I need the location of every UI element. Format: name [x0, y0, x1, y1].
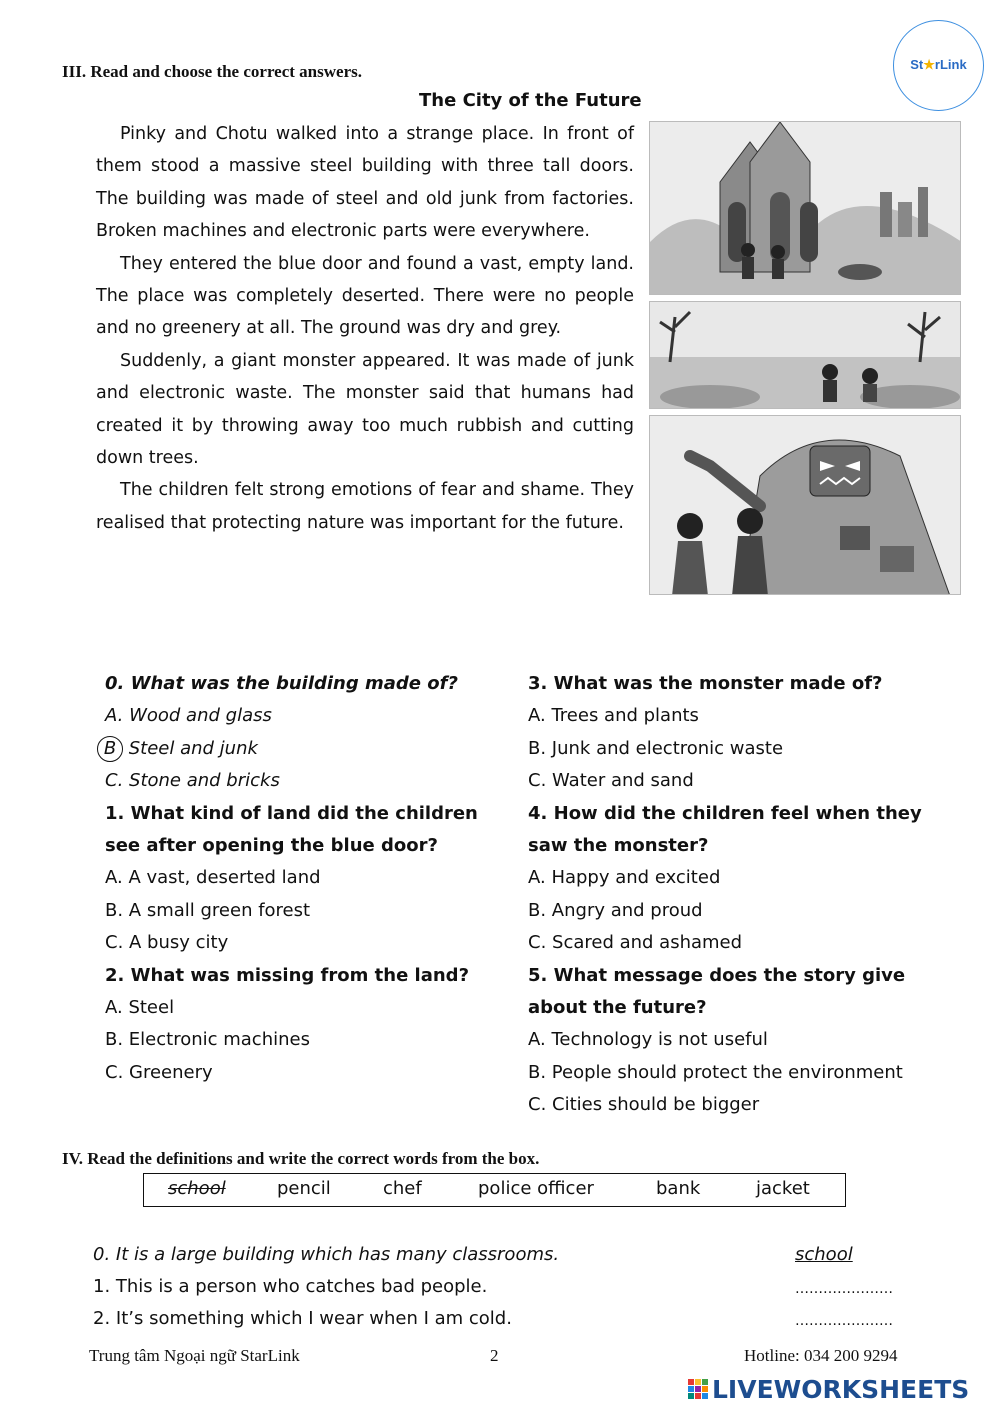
- story-paragraph: Suddenly, a giant monster appeared. It was made of junk and electronic waste. The monster said that humans had created it by throwing away too much rubbish and cutting down trees.: [96, 350, 634, 469]
- option-2c[interactable]: C. Greenery: [105, 1061, 213, 1083]
- liveworksheets-icon: [688, 1378, 710, 1400]
- section-3-heading: III. Read and choose the correct answers.: [62, 62, 362, 81]
- word-box-item: bank: [656, 1178, 701, 1199]
- story-paragraph: Pinky and Chotu walked into a strange place. In front of them stood a massive steel building with three tall doors. The building was made of steel and old junk from factories. Broken machines and electronic parts were everywhere.: [96, 124, 634, 242]
- answer-1-blank[interactable]: …………………: [795, 1281, 893, 1297]
- question-5: 5. What message does the story give about the future?: [528, 964, 906, 1019]
- word-box-item: school: [168, 1178, 226, 1199]
- option-0b[interactable]: [105, 733, 510, 765]
- option-2b[interactable]: B. Electronic machines: [105, 1029, 310, 1051]
- footer-hotline: Hotline: 034 200 9294: [744, 1346, 898, 1365]
- starlink-logo: [893, 20, 984, 111]
- logo-text-post: rLink: [934, 57, 967, 72]
- option-0a[interactable]: A. Wood and glass: [105, 705, 272, 727]
- option-4a[interactable]: A. Happy and excited: [528, 867, 721, 889]
- option-4b[interactable]: B. Angry and proud: [528, 899, 703, 921]
- option-1c[interactable]: C. A busy city: [105, 932, 229, 954]
- liveworksheets-brand: [688, 1375, 969, 1404]
- logo-text-pre: St: [910, 57, 924, 72]
- option-0b-text: Steel and junk: [123, 737, 258, 759]
- word-box-item: pencil: [277, 1178, 331, 1199]
- questions-right-column: [528, 668, 958, 1122]
- option-4c[interactable]: C. Scared and ashamed: [528, 932, 743, 954]
- question-4: 4. How did the children feel when they saw the monster?: [528, 802, 922, 857]
- questions-left-column: [105, 668, 510, 1089]
- circled-answer-b: B: [97, 736, 123, 762]
- question-1: 1. What kind of land did the children see after opening the blue door?: [105, 802, 478, 857]
- word-box: [143, 1173, 846, 1207]
- star-icon: ★: [923, 57, 935, 72]
- option-3b[interactable]: B. Junk and electronic waste: [528, 737, 784, 759]
- footer-center-name: Trung tâm Ngoại ngữ StarLink: [89, 1346, 300, 1365]
- footer-page-number: 2: [490, 1346, 499, 1365]
- section-4-heading: IV. Read the definitions and write the correct words from the box.: [62, 1149, 540, 1168]
- illustration-empty-land: [649, 301, 961, 409]
- word-box-item: police officer: [478, 1178, 594, 1199]
- option-2a[interactable]: A. Steel: [105, 997, 175, 1019]
- option-5c[interactable]: C. Cities should be bigger: [528, 1094, 760, 1116]
- story-paragraph: The children felt strong emotions of fear and shame. They realised that protecting nature was important for the future.: [96, 480, 634, 533]
- question-0: 0. What was the building made of?: [105, 673, 458, 694]
- option-3c[interactable]: C. Water and sand: [528, 770, 694, 792]
- option-5b[interactable]: B. People should protect the environment: [528, 1061, 903, 1083]
- definition-0: 0. It is a large building which has many classrooms.: [93, 1244, 560, 1265]
- story-title: The City of the Future: [419, 90, 642, 111]
- option-1a[interactable]: A. A vast, deserted land: [105, 867, 321, 889]
- story-text: [96, 118, 634, 539]
- word-box-item: jacket: [756, 1178, 810, 1199]
- illustration-junk-monster: [649, 415, 961, 595]
- answer-2-blank[interactable]: …………………: [795, 1313, 893, 1329]
- illustration-steel-building: [649, 121, 961, 295]
- answer-0: school: [795, 1244, 853, 1265]
- question-3: 3. What was the monster made of?: [528, 673, 883, 694]
- liveworksheets-text: LIVEWORKSHEETS: [712, 1375, 970, 1404]
- option-1b[interactable]: B. A small green forest: [105, 899, 311, 921]
- definition-1: 1. This is a person who catches bad people.: [93, 1276, 488, 1297]
- word-box-item: chef: [383, 1178, 422, 1199]
- definition-2: 2. It’s something which I wear when I am cold.: [93, 1308, 512, 1329]
- question-2: 2. What was missing from the land?: [105, 964, 470, 986]
- option-5a[interactable]: A. Technology is not useful: [528, 1029, 768, 1051]
- option-3a[interactable]: A. Trees and plants: [528, 705, 699, 727]
- story-paragraph: They entered the blue door and found a vast, empty land. The place was completely deserted. There were no people and no greenery at all. The ground was dry and grey.: [96, 253, 634, 339]
- option-0c[interactable]: C. Stone and bricks: [105, 770, 280, 792]
